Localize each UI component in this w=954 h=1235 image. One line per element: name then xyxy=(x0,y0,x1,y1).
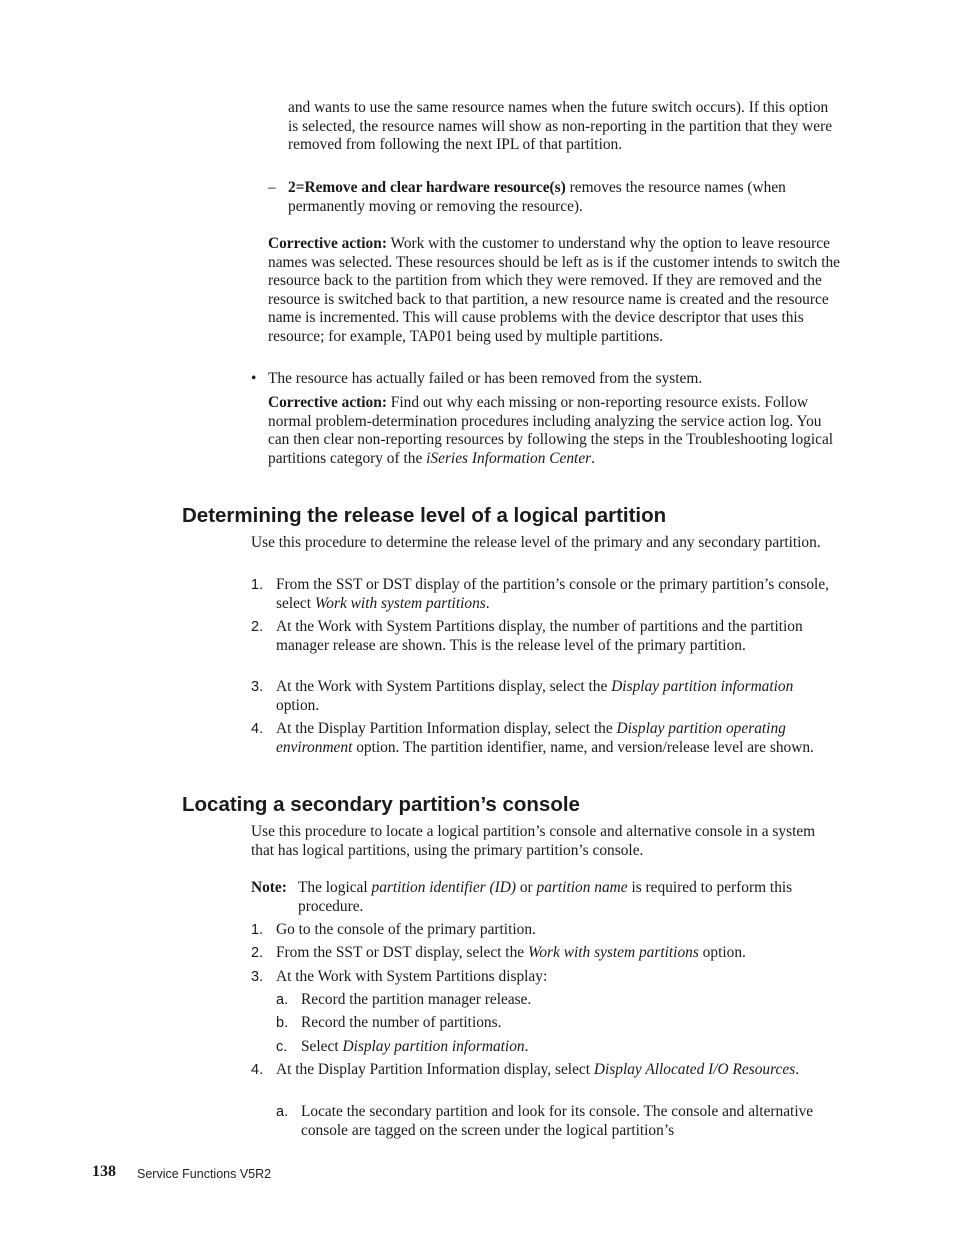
s2-step-3a-num: a. xyxy=(276,992,289,1008)
s2-step-4 xyxy=(276,1061,840,1080)
s2-step-4-after: . xyxy=(795,1061,800,1078)
s1-step-3-text: At the Work with System Partitions display, select the xyxy=(276,678,612,695)
s2-step-3c-after: . xyxy=(524,1038,529,1055)
s1-step-4-italic: Display partition operating environment xyxy=(276,720,786,756)
section2-intro: Use this procedure to locate a logical partition’s console and alternative console in a system that has logical partitions, using the primary partition’s console. xyxy=(251,823,816,859)
dash-marker: – xyxy=(268,179,276,196)
s2-step-3c-text: Select xyxy=(301,1038,343,1055)
s1-step-4-num: 4. xyxy=(251,721,264,737)
s2-step-3c xyxy=(301,1038,841,1057)
corrective-action-1-text: Work with the customer to understand why the option to leave resource names was selected. These resources should be left as is if the customer intends to switch the resource back to the partition from which they were removed. If they are removed and the resource is switched back to that partition, a new resource name is created and the resource name is incremented. This will cause problems with the device descriptor that uses this resource; for example, TAP01 being used by multiple partitions. xyxy=(268,235,841,345)
s2-step-2-after: option. xyxy=(698,944,746,961)
s2-step-3a xyxy=(301,991,841,1010)
s2-step-1-text: Go to the console of the primary partition. xyxy=(276,921,536,938)
corrective-action-2-italic: iSeries Information Center xyxy=(426,449,592,467)
s1-step-3 xyxy=(276,678,840,715)
bullet-marker: • xyxy=(251,370,257,387)
s1-step-2-text: At the Work with System Partitions display, the number of partitions and the partition manager release are shown. This is the release level of the primary partition. xyxy=(276,618,803,654)
s1-step-1-num: 1. xyxy=(251,577,264,593)
s2-step-2-italic: Work with system partitions xyxy=(527,944,699,961)
s1-step-1-italic: Work with system partitions xyxy=(314,594,486,612)
corrective-action-1-label: Corrective action: xyxy=(268,235,387,252)
option2-paragraph xyxy=(288,179,840,216)
s2-step-4a-num: a. xyxy=(276,1104,289,1120)
s2-step-1-num: 1. xyxy=(251,922,264,938)
s2-step-4a xyxy=(301,1103,841,1140)
note-text-2: or xyxy=(516,879,537,896)
s2-step-4a-text: Locate the secondary partition and look for its console. The console and alternative console are tagged on the screen under the logical partition’s xyxy=(301,1103,814,1139)
note-italic-1: partition identifier (ID) xyxy=(371,879,516,896)
corrective-action-1 xyxy=(268,235,840,347)
s1-step-1-text: From the SST or DST display of the partition’s console or the primary partition’s console, select xyxy=(276,576,830,612)
note-text-3: is required to perform this procedure. xyxy=(298,879,793,915)
s2-step-4-italic: Display Allocated I/O Resources xyxy=(593,1061,796,1078)
s2-step-2 xyxy=(276,944,840,963)
s1-step-3-after: option. xyxy=(276,696,320,714)
s1-step-2-num: 2. xyxy=(251,619,264,635)
page-number: 138 xyxy=(92,1163,116,1180)
s2-step-2-num: 2. xyxy=(251,945,264,961)
s2-step-4-text: At the Display Partition Information display, select xyxy=(276,1061,594,1078)
section2-heading: Locating a secondary partition’s console xyxy=(182,793,580,816)
s2-step-3c-italic: Display partition information xyxy=(342,1038,525,1055)
s2-step-3-num: 3. xyxy=(251,969,264,985)
section1-heading: Determining the release level of a logical partition xyxy=(182,504,667,527)
s2-step-4-num: 4. xyxy=(251,1062,264,1078)
option2-bold: 2=Remove and clear hardware resource(s) xyxy=(288,179,566,196)
s2-step-3c-num: c. xyxy=(276,1039,288,1055)
corrective-action-2-label: Corrective action: xyxy=(268,394,387,411)
note-text-1: The logical xyxy=(298,879,372,896)
bullet-text: The resource has actually failed or has been removed from the system. xyxy=(268,370,703,387)
s1-step-3-italic: Display partition information xyxy=(611,678,794,695)
note-italic-2: partition name xyxy=(536,879,628,896)
s1-step-4-text: At the Display Partition Information display, select the xyxy=(276,720,617,737)
s1-step-4-after: option. The partition identifier, name, and version/release level are shown. xyxy=(352,738,814,756)
s1-step-3-num: 3. xyxy=(251,679,264,695)
corrective-action-2-end: . xyxy=(591,449,596,467)
book-title: Service Functions V5R2 xyxy=(137,1167,272,1181)
s2-step-3a-text: Record the partition manager release. xyxy=(301,991,532,1008)
s2-step-3b-num: b. xyxy=(276,1015,289,1031)
note-label: Note: xyxy=(251,879,287,896)
s1-step-4 xyxy=(276,720,840,757)
continuation-paragraph: and wants to use the same resource names when the future switch occurs). If this option is selected, the resource names will show as non-reporting in the partition that they were removed from following the next IPL of that partition. xyxy=(288,99,833,154)
option2-text: removes the resource names (when permanently moving or removing the resource). xyxy=(288,179,786,215)
corrective-action-2-text: Find out why each missing or non-reporting resource exists. Follow normal problem-determination procedures including analyzing the service action log. You can then clear non-reporting resources by following the steps in the Troubleshooting logical partitions category of the xyxy=(268,394,834,467)
s1-step-1-after: . xyxy=(485,594,490,612)
note-text xyxy=(298,879,840,916)
section1-intro: Use this procedure to determine the release level of the primary and any secondary partition. xyxy=(251,534,821,551)
s2-step-2-text: From the SST or DST display, select the xyxy=(276,944,528,961)
s1-step-1 xyxy=(276,576,840,613)
s1-step-2 xyxy=(276,618,840,655)
s2-step-3 xyxy=(276,968,840,987)
s2-step-3b xyxy=(301,1014,841,1033)
s2-step-1 xyxy=(276,921,840,940)
s2-step-3-text: At the Work with System Partitions display: xyxy=(276,968,548,985)
corrective-action-2 xyxy=(268,394,840,468)
s2-step-3b-text: Record the number of partitions. xyxy=(301,1014,502,1031)
